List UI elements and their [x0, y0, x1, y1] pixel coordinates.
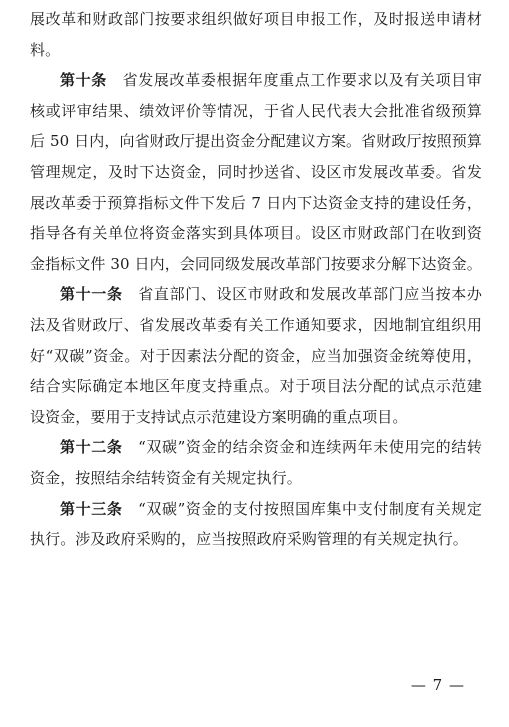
article-text: 省直部门、设区市财政和发展改革部门应当按本办法及省财政厅、省发展改革委有关工作通知要求，因地制宜组织用好“双碳”资金。对于因素法分配的资金，应当加强资金统筹使用，结合实际确定本地区年度支持重点。对于项目法分配的试点示范建设资金，要用于支持试点示范建设方案明确的重点项目。 — [30, 285, 483, 426]
article-heading: 第十三条 — [60, 499, 123, 518]
article-11 — [30, 279, 482, 432]
article-heading: 第十一条 — [60, 285, 123, 304]
article-13 — [30, 494, 482, 555]
paragraph-text: 展改革和财政部门按要求组织做好项目申报工作，及时报送申请材料。 — [30, 10, 482, 59]
article-heading: 第十条 — [60, 71, 107, 90]
article-text: 省发展改革委根据年度重点工作要求以及有关项目审核或评审结果、绩效评价等情况，于省人民代表大会批准省级预算后 50 日内，向省财政厅提出资金分配建议方案。省财政厅按照预算管理规定，及时下达资金，同时抄送省、设区市发展改革委。省发展改革委于预算指标文件下发后 7 日内下达资金支持的建设任务，指导各有关单位将资金落实到具体项目。设区市财政部门在收到资金指标文件 30 日内，会同同级发展改革部门按要求分解下达资金。 — [30, 71, 482, 273]
article-10 — [30, 65, 482, 279]
article-12 — [30, 432, 482, 493]
page-number: — 7 — — [410, 676, 465, 694]
article-text: “双碳”资金的支付按照国库集中支付制度有关规定执行。涉及政府采购的，应当按照政府采购管理的有关规定执行。 — [30, 499, 482, 549]
article-heading: 第十二条 — [60, 438, 123, 457]
article-text: “双碳”资金的结余资金和连续两年未使用完的结转资金，按照结余结转资金有关规定执行。 — [30, 438, 482, 487]
paragraph-continuation — [30, 4, 482, 65]
document-body — [30, 4, 482, 555]
